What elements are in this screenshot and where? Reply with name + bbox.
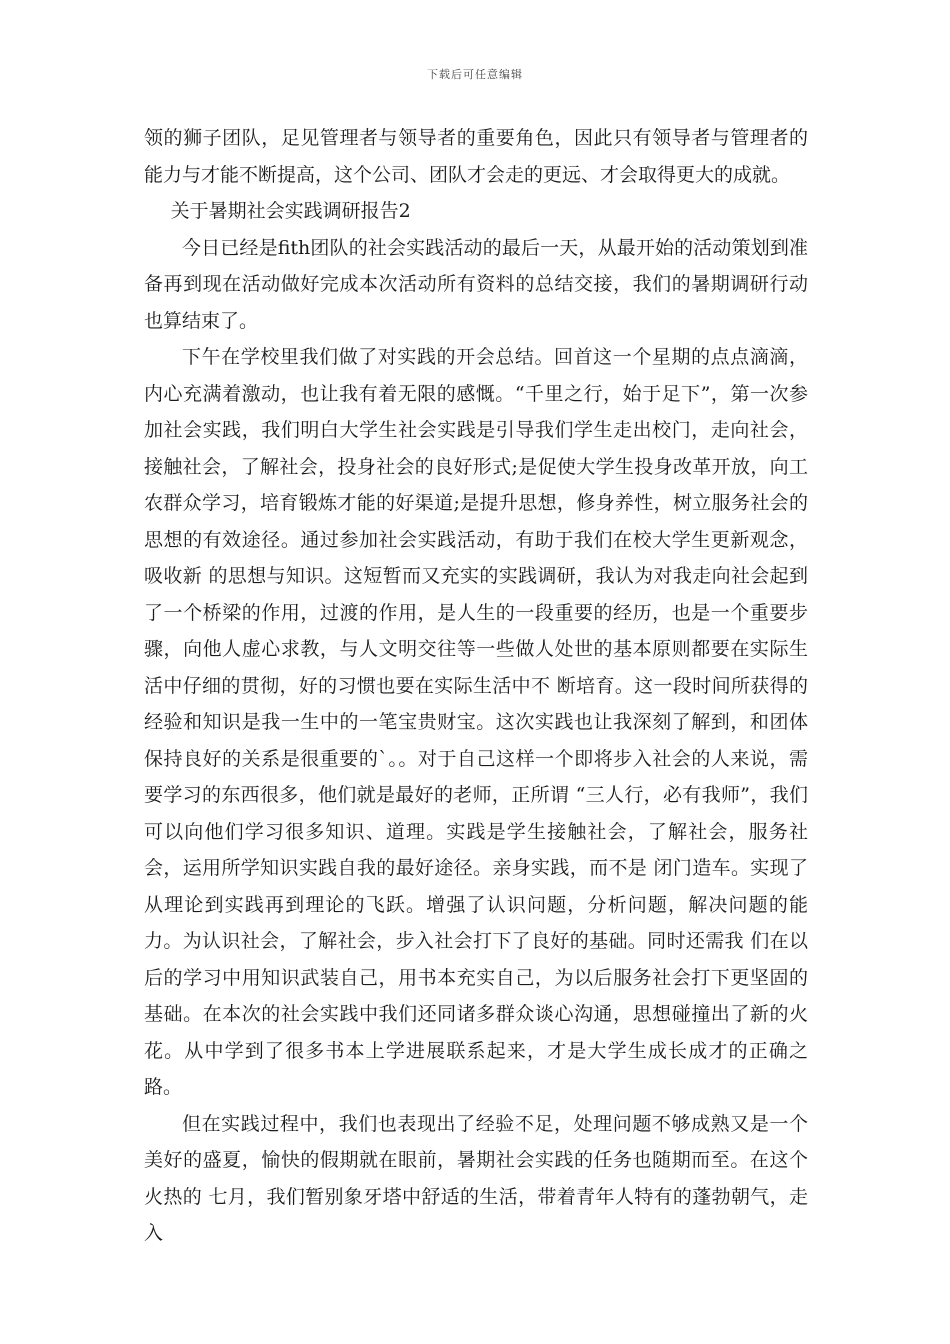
paragraph-3: 但在实践过程中，我们也表现出了经验不足，处理问题不够成熟又是一个美好的盛夏，愉快的假期就在眼前，暑期社会实践的任务也随期而至。在这个火热的 七月，我们暂别象牙塔中舒适的生活，带着青年人特有的蓬勃朝气，走入 bbox=[144, 1112, 808, 1244]
paragraph-continued: 领的狮子团队，足见管理者与领导者的重要角色，因此只有领导者与管理者的能力与才能不断提高，这个公司、团队才会走的更远、才会取得更大的成就。 bbox=[144, 127, 808, 186]
paragraph-2: 下午在学校里我们做了对实践的开会总结。回首这一个星期的点点滴滴，内心充满着激动，也让我有着无限的感慨。“千里之行，始于足下”，第一次参加社会实践，我们明白大学生社会实践是引导我们学生走出校门，走向社会，接触社会，了解社会，投身社会的良好形式;是促使大学生投身改革开放，向工农群众学习，培育锻炼才能的好渠道;是提升思想，修身养性，树立服务社会的思想的有效途径。通过参加社会实践活动，有助于我们在校大学生更新观念，吸收新 的思想与知识。这短暂而又充实的实践调研，我认为对我走向社会起到了一个桥梁的作用，过渡的作用，是人生的一段重要的经历，也是一个重要步骤，向他人虚心求教，与人文明交往等一些做人处世的基本原则都要在实际生活中仔细的贯彻，好的习惯也要在实际生活中不 断培育。这一段时间所获得的经验和知识是我一生中的一笔宝贵财宝。这次实践也让我深刻了解到，和团体保持良好的关系是很重要的`。。对于自己这样一个即将步入社会的人来说，需要学习的东西很多，他们就是最好的老师，正所谓 “三人行，必有我师”，我们可以向他们学习很多知识、道理。实践是学生接触社会，了解社会，服务社会，运用所学知识实践自我的最好途径。亲身实践，而不是 闭门造车。实现了从理论到实践再到理论的飞跃。增强了认识问题，分析问题，解决问题的能力。为认识社会，了解社会，步入社会打下了良好的基础。同时还需我 们在以后的学习中用知识武装自己，用书本充实自己，为以后服务社会打下更坚固的基础。在本次的社会实践中我们还同诸多群众谈心沟通，思想碰撞出了新的火花。从中学到了很多书本上学进展联系起来，才是大学生成长成才的正确之路。 bbox=[144, 346, 808, 1098]
paragraph-1: 今日已经是fith团队的社会实践活动的最后一天，从最开始的活动策划到准备再到现在活动做好完成本次活动所有资料的总结交接，我们的暑期调研行动也算结束了。 bbox=[144, 236, 808, 332]
page-header-note: 下载后可任意编辑 bbox=[427, 68, 523, 81]
document-body bbox=[144, 120, 808, 1252]
section-title: 关于暑期社会实践调研报告2 bbox=[170, 200, 411, 222]
